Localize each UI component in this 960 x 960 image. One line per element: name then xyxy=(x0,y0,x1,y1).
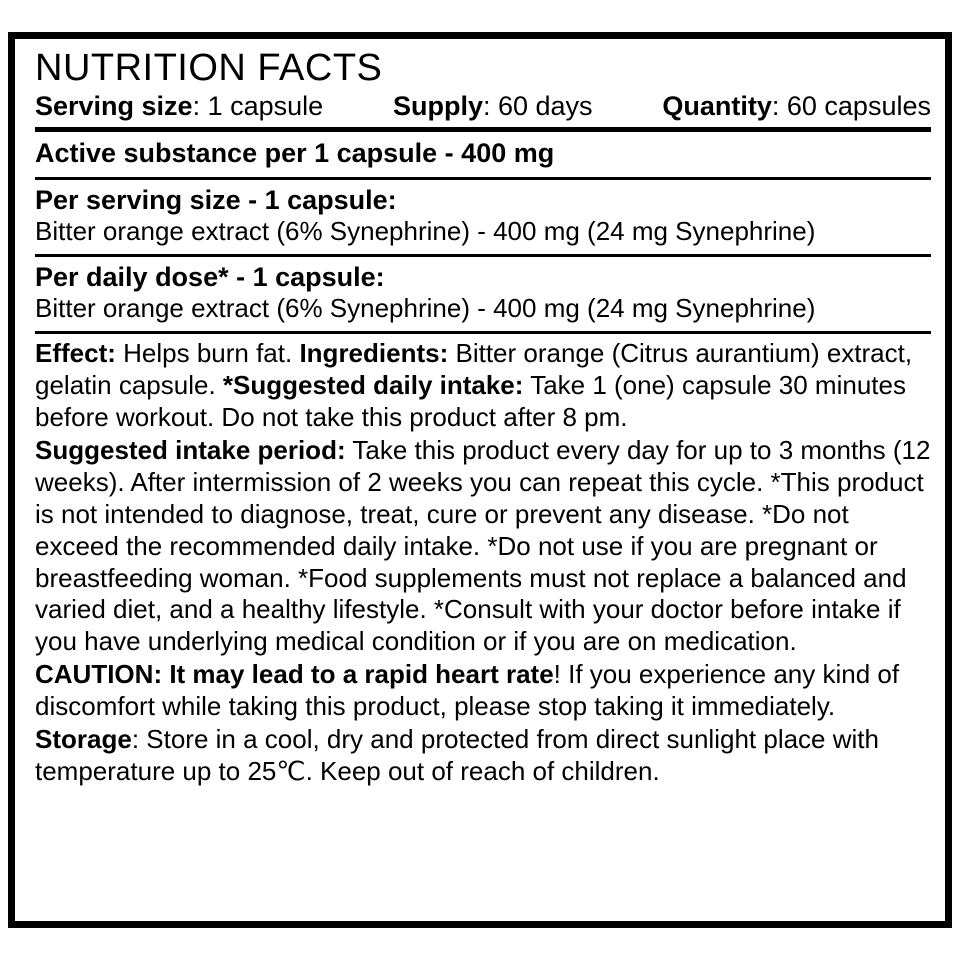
effect-text: Helps burn fat. xyxy=(115,337,300,368)
intake-period-text: Take this product every day for up to 3 months (12 weeks). After intermission of 2 weeks you can repeat this cycle. *This product is not intended to diagnose, treat, cure or prevent any disease. *Do not exceed the recommended daily intake. *Do not use if you are pregnant or breastfeeding woman. *Food supplements must not replace a balanced and varied diet, and a healthy lifestyle. *Consult with your doctor before intake if you have underlying medical condition or if you are on medication. xyxy=(35,434,931,657)
per-daily-dose-block xyxy=(35,259,931,328)
divider-per-daily-dose xyxy=(35,331,931,334)
per-serving-detail: Bitter orange extract (6% Synephrine) - 400 mg (24 mg Synephrine) xyxy=(35,215,816,246)
effect-ingredients-intake-paragraph xyxy=(35,336,931,434)
supply-value: : 60 days xyxy=(482,90,593,121)
effect-label: Effect: xyxy=(35,337,116,368)
divider-per-serving xyxy=(35,254,931,257)
per-daily-dose-heading: Per daily dose* - 1 capsule: xyxy=(35,261,385,292)
suggested-daily-intake-text: Take 1 (one) capsule 30 minutes before workout. Do not take this product after 8 pm. xyxy=(35,369,906,432)
divider-top xyxy=(35,127,931,132)
suggested-daily-intake-label: *Suggested daily intake: xyxy=(222,369,524,400)
intake-period-paragraph xyxy=(35,434,931,659)
nutrition-facts-panel xyxy=(8,32,952,928)
quantity-value: : 60 capsules xyxy=(771,90,931,121)
per-daily-dose-detail: Bitter orange extract (6% Synephrine) - 400 mg (24 mg Synephrine) xyxy=(35,293,816,324)
per-serving-block xyxy=(35,182,931,251)
serving-size-value: : 1 capsule xyxy=(192,90,324,121)
ingredients-label: Ingredients: xyxy=(299,337,449,368)
caution-label: CAUTION xyxy=(35,659,154,690)
ingredients-text: Bitter orange (Citrus aurantium) extract, gelatin capsule. xyxy=(35,337,913,400)
divider-active-substance xyxy=(35,177,931,180)
nutrition-facts-content xyxy=(35,49,931,788)
intake-period-label: Suggested intake period: xyxy=(35,434,346,465)
quantity-cell xyxy=(662,91,931,121)
active-substance-line: Active substance per 1 capsule - 400 mg xyxy=(35,138,555,169)
caution-text: ! If you experience any kind of discomfort while taking this product, please stop taking it immediately. xyxy=(35,659,900,722)
serving-info-row xyxy=(35,91,931,124)
supply-label: Supply xyxy=(392,90,483,121)
caution-paragraph xyxy=(35,658,931,723)
supply-cell xyxy=(393,91,593,121)
storage-label: Storage xyxy=(35,724,132,755)
caution-bold-text: : It may lead to a rapid heart rate xyxy=(153,659,554,690)
quantity-label: Quantity xyxy=(662,90,772,121)
serving-size-cell xyxy=(35,91,323,121)
storage-paragraph xyxy=(35,723,931,788)
serving-size-label: Serving size xyxy=(35,90,193,121)
page-title: NUTRITION FACTS xyxy=(35,47,383,89)
per-serving-heading: Per serving size - 1 capsule: xyxy=(35,184,397,215)
storage-text: : Store in a cool, dry and protected from direct sunlight place with temperature up to 25℃. Keep out of reach of children. xyxy=(35,724,879,787)
